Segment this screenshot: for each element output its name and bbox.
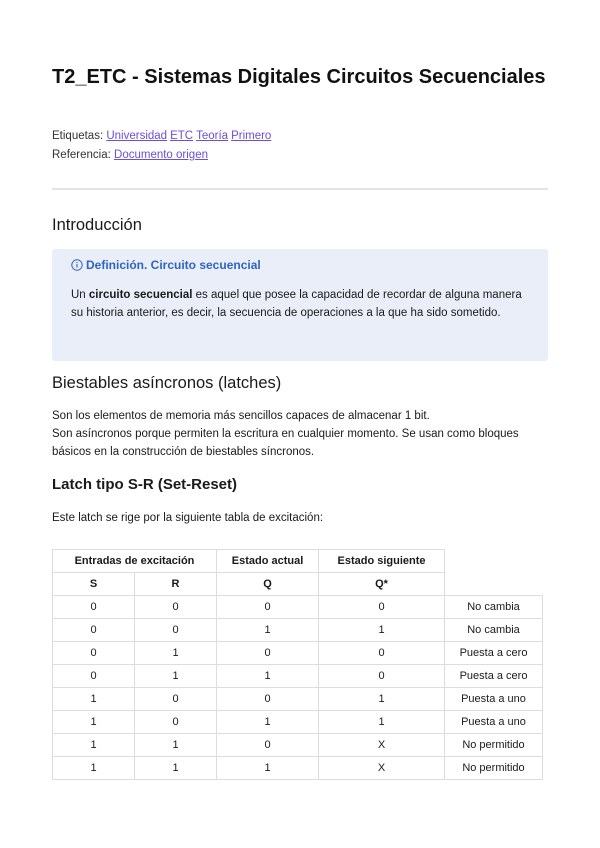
cell-r: 0: [135, 711, 217, 734]
cell-q-next: X: [319, 757, 445, 780]
cell-r: 0: [135, 619, 217, 642]
cell-q: 0: [217, 688, 319, 711]
divider: [52, 188, 548, 190]
cell-r: 1: [135, 734, 217, 757]
col-header-s: S: [53, 573, 135, 596]
table-row: [53, 596, 543, 619]
cell-description: No cambia: [445, 619, 543, 642]
cell-s: 1: [53, 757, 135, 780]
empty-cell: [445, 550, 543, 573]
cell-description: No cambia: [445, 596, 543, 619]
table-row: [53, 665, 543, 688]
table-row: [53, 619, 543, 642]
section-heading-introduccion: Introducción: [52, 216, 142, 234]
cell-description: Puesta a cero: [445, 665, 543, 688]
cell-q-next: X: [319, 734, 445, 757]
info-icon: [71, 259, 83, 271]
cell-s: 1: [53, 734, 135, 757]
cell-s: 0: [53, 665, 135, 688]
cell-s: 0: [53, 619, 135, 642]
definition-callout: [52, 249, 548, 361]
sr-intro-text: Este latch se rige por la siguiente tabla de excitación:: [52, 512, 324, 524]
reference-label: Referencia:: [52, 149, 111, 161]
cell-s: 0: [53, 596, 135, 619]
cell-r: 1: [135, 642, 217, 665]
cell-q: 1: [217, 619, 319, 642]
cell-description: Puesta a uno: [445, 688, 543, 711]
cell-s: 1: [53, 688, 135, 711]
col-header-r: R: [135, 573, 217, 596]
cell-q-next: 1: [319, 688, 445, 711]
table-row: [53, 757, 543, 780]
cell-s: 0: [53, 642, 135, 665]
tag-link-primero[interactable]: Primero: [231, 130, 272, 142]
callout-title-text: Definición. Circuito secuencial: [86, 258, 261, 272]
cell-r: 0: [135, 688, 217, 711]
subsection-heading-sr-latch: Latch tipo S-R (Set-Reset): [52, 476, 238, 493]
group-header-inputs: Entradas de excitación: [53, 550, 217, 573]
cell-q: 0: [217, 596, 319, 619]
cell-r: 0: [135, 596, 217, 619]
tag-link-teoria[interactable]: Teoría: [196, 130, 229, 142]
latches-line-1: Son los elementos de memoria más sencillos capaces de almacenar 1 bit.: [52, 410, 430, 422]
cell-q-next: 0: [319, 642, 445, 665]
tags-line: [52, 128, 271, 144]
callout-text-post: es aquel que posee la capacidad de recordar de alguna manera su historia anterior, es decir, la secuencia de operaciones a la que ha sido sometido.: [71, 289, 522, 319]
page-title: T2_ETC - Sistemas Digitales Circuitos Secuenciales: [52, 66, 546, 88]
empty-cell: [445, 573, 543, 596]
table-row: [53, 711, 543, 734]
tag-link-universidad[interactable]: Universidad: [106, 130, 168, 142]
sr-excitation-table: [52, 549, 543, 780]
table-row: [53, 642, 543, 665]
tag-link-etc[interactable]: ETC: [170, 130, 194, 142]
group-header-current-state: Estado actual: [217, 550, 319, 573]
group-header-next-state: Estado siguiente: [319, 550, 445, 573]
table-group-header-row: [53, 550, 543, 573]
cell-q-next: 1: [319, 711, 445, 734]
cell-description: Puesta a cero: [445, 642, 543, 665]
table-row: [53, 688, 543, 711]
cell-q: 1: [217, 757, 319, 780]
cell-q-next: 1: [319, 619, 445, 642]
col-header-q-next: Q*: [319, 573, 445, 596]
cell-q: 1: [217, 665, 319, 688]
callout-text-pre: Un: [71, 289, 89, 301]
table-row: [53, 734, 543, 757]
cell-r: 1: [135, 757, 217, 780]
section-heading-latches: Biestables asíncronos (latches): [52, 374, 282, 392]
table-column-header-row: [53, 573, 543, 596]
callout-text-bold: circuito secuencial: [88, 289, 193, 301]
cell-description: No permitido: [445, 757, 543, 780]
latches-paragraph: [52, 407, 552, 461]
reference-link[interactable]: Documento origen: [114, 149, 208, 161]
latches-line-2: Son asíncronos porque permiten la escritura en cualquier momento. Se usan como bloques básicos en la construcción de biestables síncronos.: [52, 428, 519, 458]
tags-label: Etiquetas:: [52, 130, 104, 142]
cell-description: Puesta a uno: [445, 711, 543, 734]
cell-description: No permitido: [445, 734, 543, 757]
col-header-q: Q: [217, 573, 319, 596]
cell-q: 0: [217, 642, 319, 665]
cell-q: 0: [217, 734, 319, 757]
cell-q: 1: [217, 711, 319, 734]
callout-body: [71, 286, 531, 322]
cell-q-next: 0: [319, 596, 445, 619]
reference-line: [52, 147, 208, 163]
cell-q-next: 0: [319, 665, 445, 688]
callout-title: [71, 258, 261, 272]
cell-r: 1: [135, 665, 217, 688]
cell-s: 1: [53, 711, 135, 734]
